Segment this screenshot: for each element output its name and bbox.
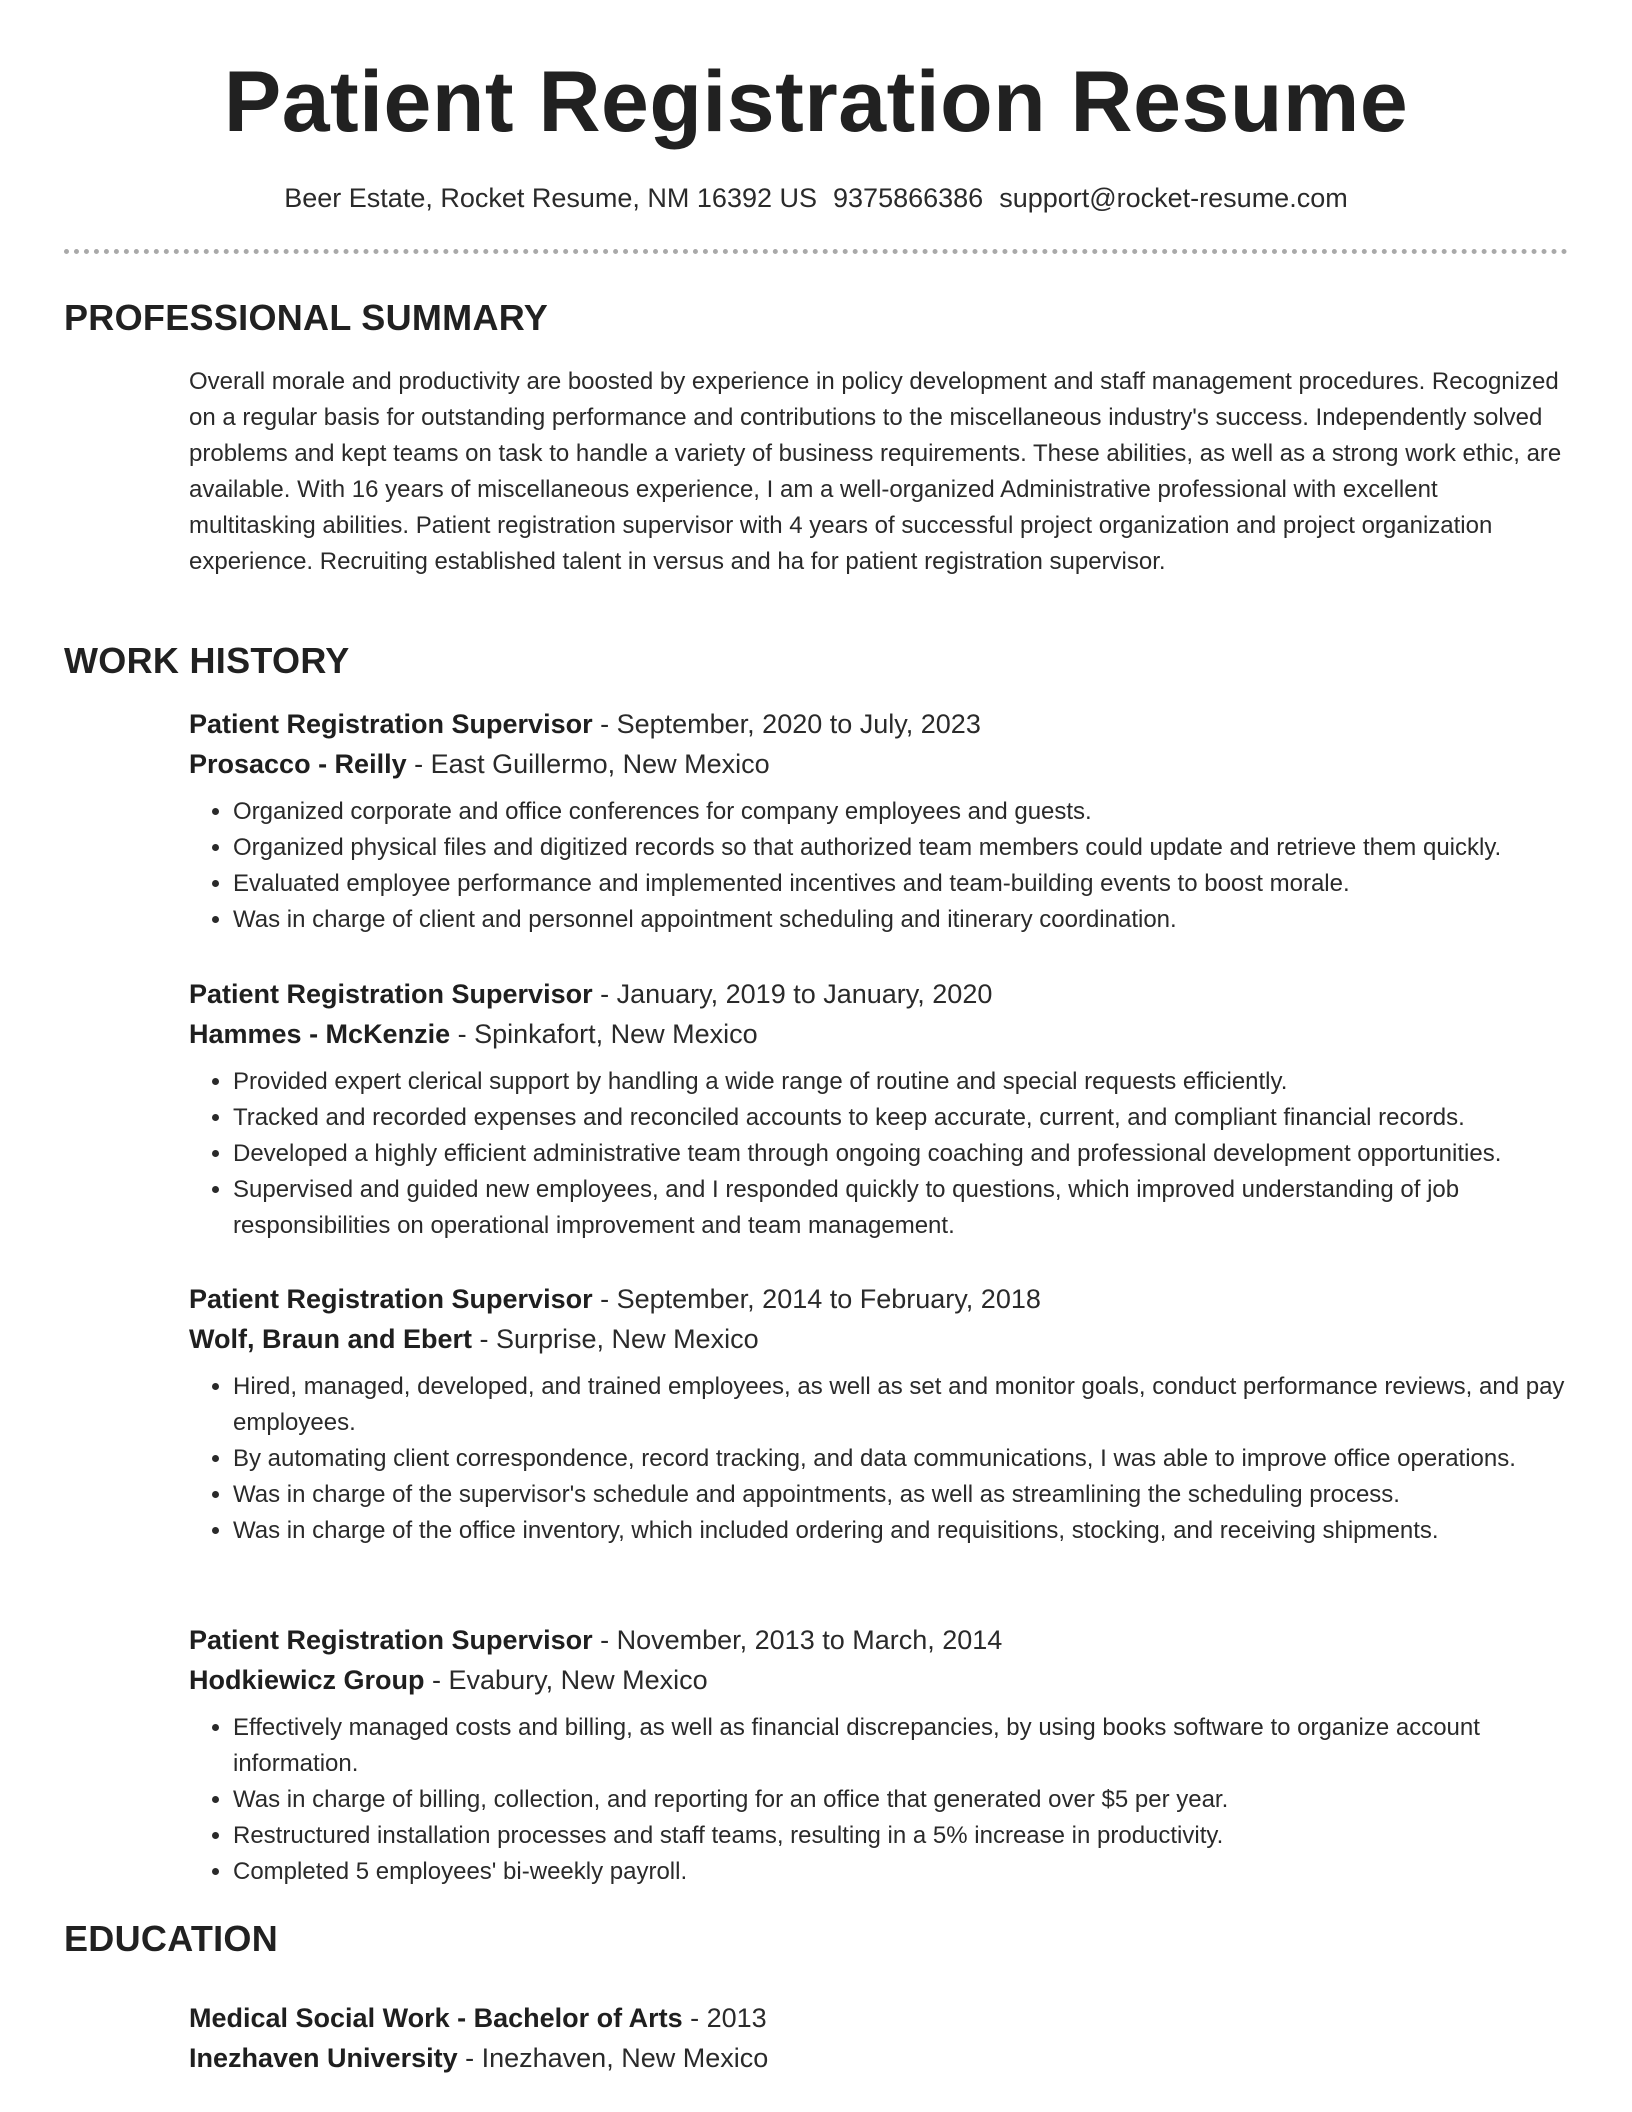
job-entry: [189, 974, 1579, 1244]
job-bullets: [189, 1064, 1579, 1244]
job-bullet: • Hired, managed, developed, and trained employees, as well as set and monitor goals, conduct performance reviews, and pay employees.: [233, 1369, 1579, 1441]
job-title-line: [189, 1620, 1579, 1660]
job-bullet: • Was in charge of the supervisor's schedule and appointments, as well as streamlining the scheduling process.: [233, 1477, 1579, 1513]
job-company: Hammes - McKenzie: [189, 1019, 451, 1049]
job-location: - Evabury, New Mexico: [424, 1665, 708, 1695]
job-bullet: • By automating client correspondence, record tracking, and data communications, I was able to improve office operations.: [233, 1441, 1579, 1477]
job-location: - East Guillermo, New Mexico: [406, 749, 770, 779]
summary-heading: PROFESSIONAL SUMMARY: [64, 297, 549, 338]
job-bullet: • Effectively managed costs and billing, as well as financial discrepancies, by using books software to organize account information.: [233, 1710, 1579, 1782]
job-title-line: [189, 974, 1579, 1014]
job-bullet: • Was in charge of the office inventory, which included ordering and requisitions, stocking, and receiving shipments.: [233, 1513, 1579, 1549]
work-history-heading: WORK HISTORY: [64, 640, 350, 681]
job-bullet: • Developed a highly efficient administrative team through ongoing coaching and professional development opportunities.: [233, 1136, 1579, 1172]
job-bullets: [189, 794, 1579, 938]
resume-title: Patient Registration Resume: [223, 54, 1409, 150]
summary-text: Overall morale and productivity are boosted by experience in policy development and staff management procedures. Recognized on a regular basis for outstanding performance and contributions to the miscellaneous industry's success. Independently solved problems and kept teams on task to handle a variety of business requirements. These abilities, as well as a strong work ethic, are available. With 16 years of miscellaneous experience, I am a well-organized Administrative professional with excellent multitasking abilities. Patient registration supervisor with 4 years of successful project organization and project organization experience. Recruiting established talent in versus and ha for patient registration supervisor.: [189, 368, 1562, 575]
job-company-line: [189, 1660, 1579, 1700]
job-bullet: • Completed 5 employees' bi-weekly payroll.: [233, 1854, 1579, 1890]
job-bullet: • Tracked and recorded expenses and reconciled accounts to keep accurate, current, and compliant financial records.: [233, 1100, 1579, 1136]
job-title: Patient Registration Supervisor: [189, 709, 593, 739]
job-company: Prosacco - Reilly: [189, 749, 407, 779]
job-bullet: • Restructured installation processes and staff teams, resulting in a 5% increase in productivity.: [233, 1818, 1579, 1854]
job-company-line: [189, 1014, 1579, 1054]
graduation-year: - 2013: [682, 2003, 767, 2033]
contact-email: support@rocket-resume.com: [999, 183, 1348, 213]
job-title: Patient Registration Supervisor: [189, 1625, 593, 1655]
job-company-line: [189, 1319, 1579, 1359]
job-company: Hodkiewicz Group: [189, 1665, 425, 1695]
job-title-line: [189, 1279, 1579, 1319]
job-entry: [189, 1279, 1579, 1549]
job-dates: - January, 2019 to January, 2020: [592, 979, 993, 1009]
education-entry: [189, 1998, 1569, 2078]
job-title-line: [189, 704, 1579, 744]
job-location: - Surprise, New Mexico: [472, 1324, 759, 1354]
job-bullet: • Provided expert clerical support by handling a wide range of routine and special requests efficiently.: [233, 1064, 1579, 1100]
contact-phone: 9375866386: [833, 183, 984, 213]
job-bullets: [189, 1369, 1579, 1549]
job-bullet: • Organized physical files and digitized records so that authorized team members could update and retrieve them quickly.: [233, 830, 1579, 866]
job-entry: [189, 1620, 1579, 1890]
job-dates: - September, 2020 to July, 2023: [592, 709, 981, 739]
school-line: [189, 2038, 1569, 2078]
job-bullet: • Supervised and guided new employees, and I responded quickly to questions, which improved understanding of job responsibilities on operational improvement and team management.: [233, 1172, 1579, 1244]
school-name: Inezhaven University: [189, 2043, 458, 2073]
job-bullet: • Evaluated employee performance and implemented incentives and team-building events to boost morale.: [233, 866, 1579, 902]
job-title: Patient Registration Supervisor: [189, 1284, 593, 1314]
degree: Medical Social Work - Bachelor of Arts: [189, 2003, 683, 2033]
education-heading: EDUCATION: [64, 1918, 279, 1959]
job-bullet: • Was in charge of client and personnel appointment scheduling and itinerary coordination.: [233, 902, 1579, 938]
job-entry: [189, 704, 1579, 938]
degree-line: [189, 1998, 1569, 2038]
job-bullet: • Organized corporate and office conferences for company employees and guests.: [233, 794, 1579, 830]
job-location: - Spinkafort, New Mexico: [450, 1019, 758, 1049]
job-dates: - November, 2013 to March, 2014: [592, 1625, 1003, 1655]
job-bullets: [189, 1710, 1579, 1890]
school-location: - Inezhaven, New Mexico: [457, 2043, 769, 2073]
contact-line: [0, 180, 1632, 216]
contact-address: Beer Estate, Rocket Resume, NM 16392 US: [284, 183, 818, 213]
job-company: Wolf, Braun and Ebert: [189, 1324, 473, 1354]
job-dates: - September, 2014 to February, 2018: [592, 1284, 1041, 1314]
job-bullet: • Was in charge of billing, collection, and reporting for an office that generated over $5 per year.: [233, 1782, 1579, 1818]
job-title: Patient Registration Supervisor: [189, 979, 593, 1009]
header-divider: [64, 249, 1568, 254]
job-company-line: [189, 744, 1579, 784]
